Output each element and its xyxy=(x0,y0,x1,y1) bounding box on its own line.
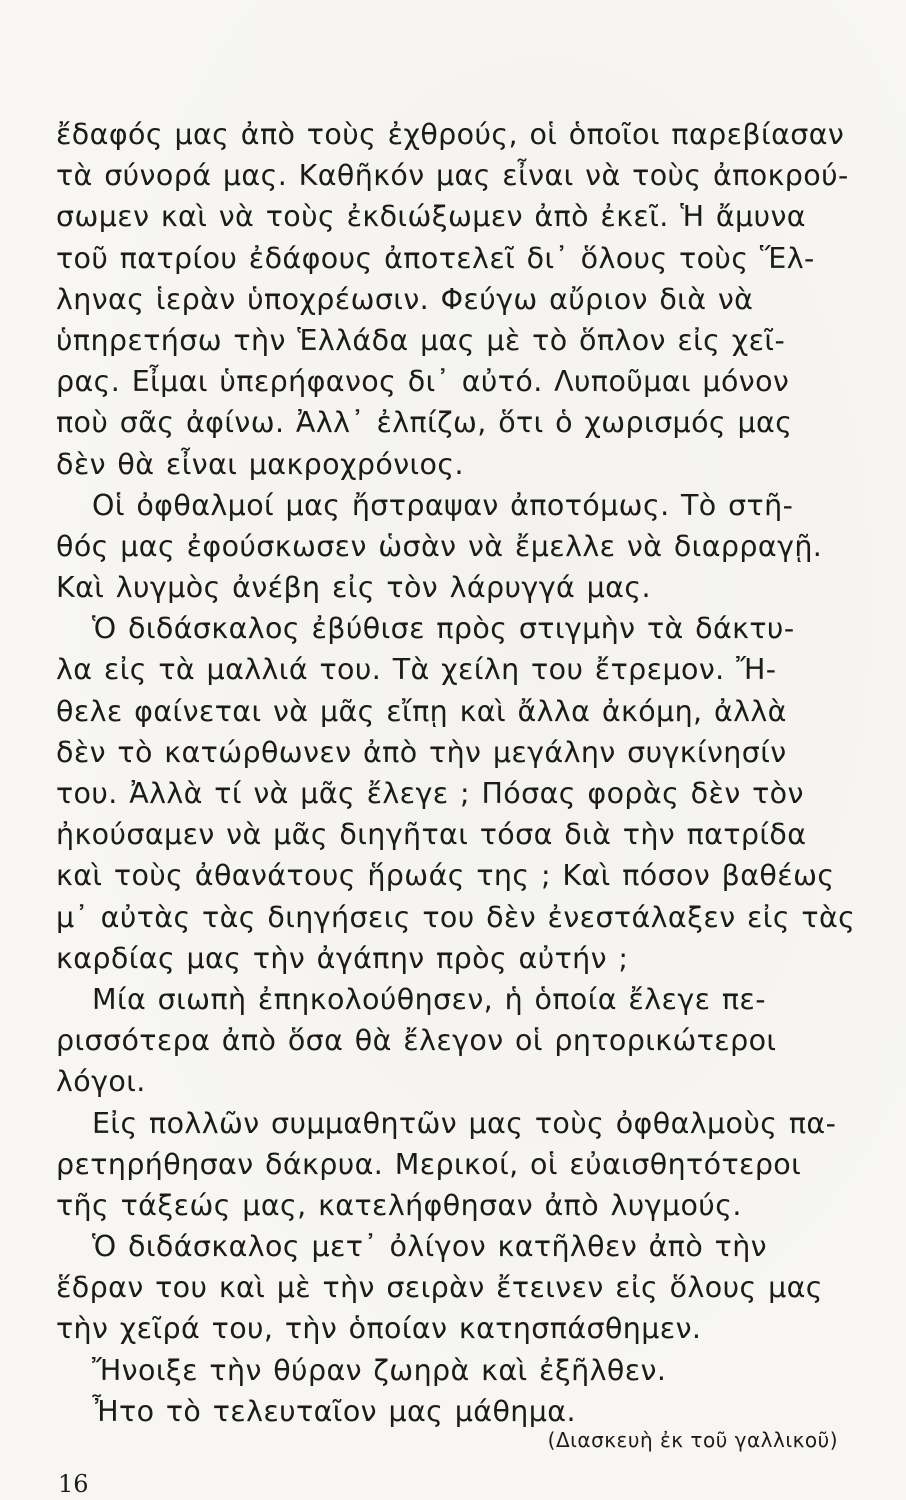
text-line: ἔδαφός μας ἀπὸ τοὺς ἐχθρούς, οἱ ὁποῖοι παρεβίασαν xyxy=(56,118,845,151)
text-line: δὲν τὸ κατώρθωνεν ἀπὸ τὴν μεγάλην συγκίνησίν xyxy=(56,735,787,769)
text-line: ἕδραν του καὶ μὲ τὴν σειρὰν ἔτεινεν εἰς ὅλους μας xyxy=(56,1271,823,1305)
body-text xyxy=(56,114,856,1432)
text-line: Ὁ διδάσκαλος ἐβύθισε πρὸς στιγμὴν τὰ δάκτυ- xyxy=(92,612,795,646)
text-line: ρας. Εἶμαι ὑπερήφανος δι᾿ αὐτό. Λυποῦμαι μόνον xyxy=(56,365,790,399)
page-number: 16 xyxy=(58,1470,89,1498)
text-line: ρετηρήθησαν δάκρυα. Μερικοί, οἱ εὐαισθητότεροι xyxy=(56,1147,802,1181)
text-line: καρδίας μας τὴν ἀγάπην πρὸς αὐτήν ; xyxy=(56,941,629,975)
source-note: (Διασκευὴ ἐκ τοῦ γαλλικοῦ) xyxy=(547,1428,838,1452)
text-line: Οἱ ὀφθαλμοί μας ἤστραψαν ἀποτόμως. Τὸ στῆ- xyxy=(92,488,794,522)
text-line: ὑπηρετήσω τὴν Ἑλλάδα μας μὲ τὸ ὅπλον εἰς χεῖ- xyxy=(56,323,786,357)
text-line: θελε φαίνεται νὰ μᾶς εἴπῃ καὶ ἄλλα ἀκόμη, ἀλλὰ xyxy=(56,694,787,728)
text-line: τὴν χεῖρά του, τὴν ὁποίαν κατησπάσθημεν. xyxy=(56,1312,702,1346)
text-line: ἠκούσαμεν νὰ μᾶς διηγῆται τόσα διὰ τὴν πατρίδα xyxy=(56,818,807,852)
text-line: σωμεν καὶ νὰ τοὺς ἐκδιώξωμεν ἀπὸ ἐκεῖ. Ἡ ἄμυνα xyxy=(56,200,806,234)
text-line: ποὺ σᾶς ἀφίνω. Ἀλλ᾿ ἐλπίζω, ὅτι ὁ χωρισμός μας xyxy=(56,406,793,440)
text-line: θός μας ἐφούσκωσεν ὡσὰν νὰ ἔμελλε νὰ διαρραγῇ. xyxy=(56,529,823,563)
text-line: Καὶ λυγμὸς ἀνέβη εἰς τὸν λάρυγγά μας. xyxy=(56,571,651,605)
text-line: τὰ σύνορά μας. Καθῆκόν μας εἶναι νὰ τοὺς ἀποκρού- xyxy=(56,159,849,193)
text-line: ληνας ἱερὰν ὑποχρέωσιν. Φεύγω αὔριον διὰ νὰ xyxy=(56,282,754,316)
text-line: του. Ἀλλὰ τί νὰ μᾶς ἔλεγε ; Πόσας φορὰς δὲν τὸν xyxy=(56,777,804,810)
text-line: Ἦτο τὸ τελευταῖον μας μάθημα. xyxy=(92,1394,576,1428)
text-line: Ἤνοιξε τὴν θύραν ζωηρὰ καὶ ἐξῆλθεν. xyxy=(92,1353,667,1387)
text-line: Ὁ διδάσκαλος μετ᾿ ὀλίγον κατῆλθεν ἀπὸ τὴν xyxy=(92,1230,767,1264)
text-line: καὶ τοὺς ἀθανάτους ἥρωάς της ; Καὶ πόσον βαθέως xyxy=(56,859,835,893)
text-line: δὲν θὰ εἶναι μακροχρόνιος. xyxy=(56,447,464,481)
text-line: λα εἰς τὰ μαλλιά του. Τὰ χείλη του ἔτρεμον. Ἤ- xyxy=(56,653,777,687)
text-line: λόγοι. xyxy=(56,1065,146,1099)
text-line: τῆς τάξεώς μας, κατελήφθησαν ἀπὸ λυγμούς. xyxy=(56,1188,742,1222)
text-line: Μία σιωπὴ ἐπηκολούθησεν, ἡ ὁποία ἔλεγε πε- xyxy=(92,982,766,1016)
text-line: Εἰς πολλῶν συμμαθητῶν μας τοὺς ὀφθαλμοὺς πα- xyxy=(92,1106,837,1140)
text-line: ρισσότερα ἀπὸ ὅσα θὰ ἔλεγον οἱ ρητορικώτεροι xyxy=(56,1024,777,1058)
text-line: μ᾿ αὐτὰς τὰς διηγήσεις του δὲν ἐνεστάλαξεν εἰς τὰς xyxy=(56,900,856,934)
text-line: τοῦ πατρίου ἐδάφους ἀποτελεῖ δι᾿ ὅλους τοὺς Ἕλ- xyxy=(56,241,815,275)
